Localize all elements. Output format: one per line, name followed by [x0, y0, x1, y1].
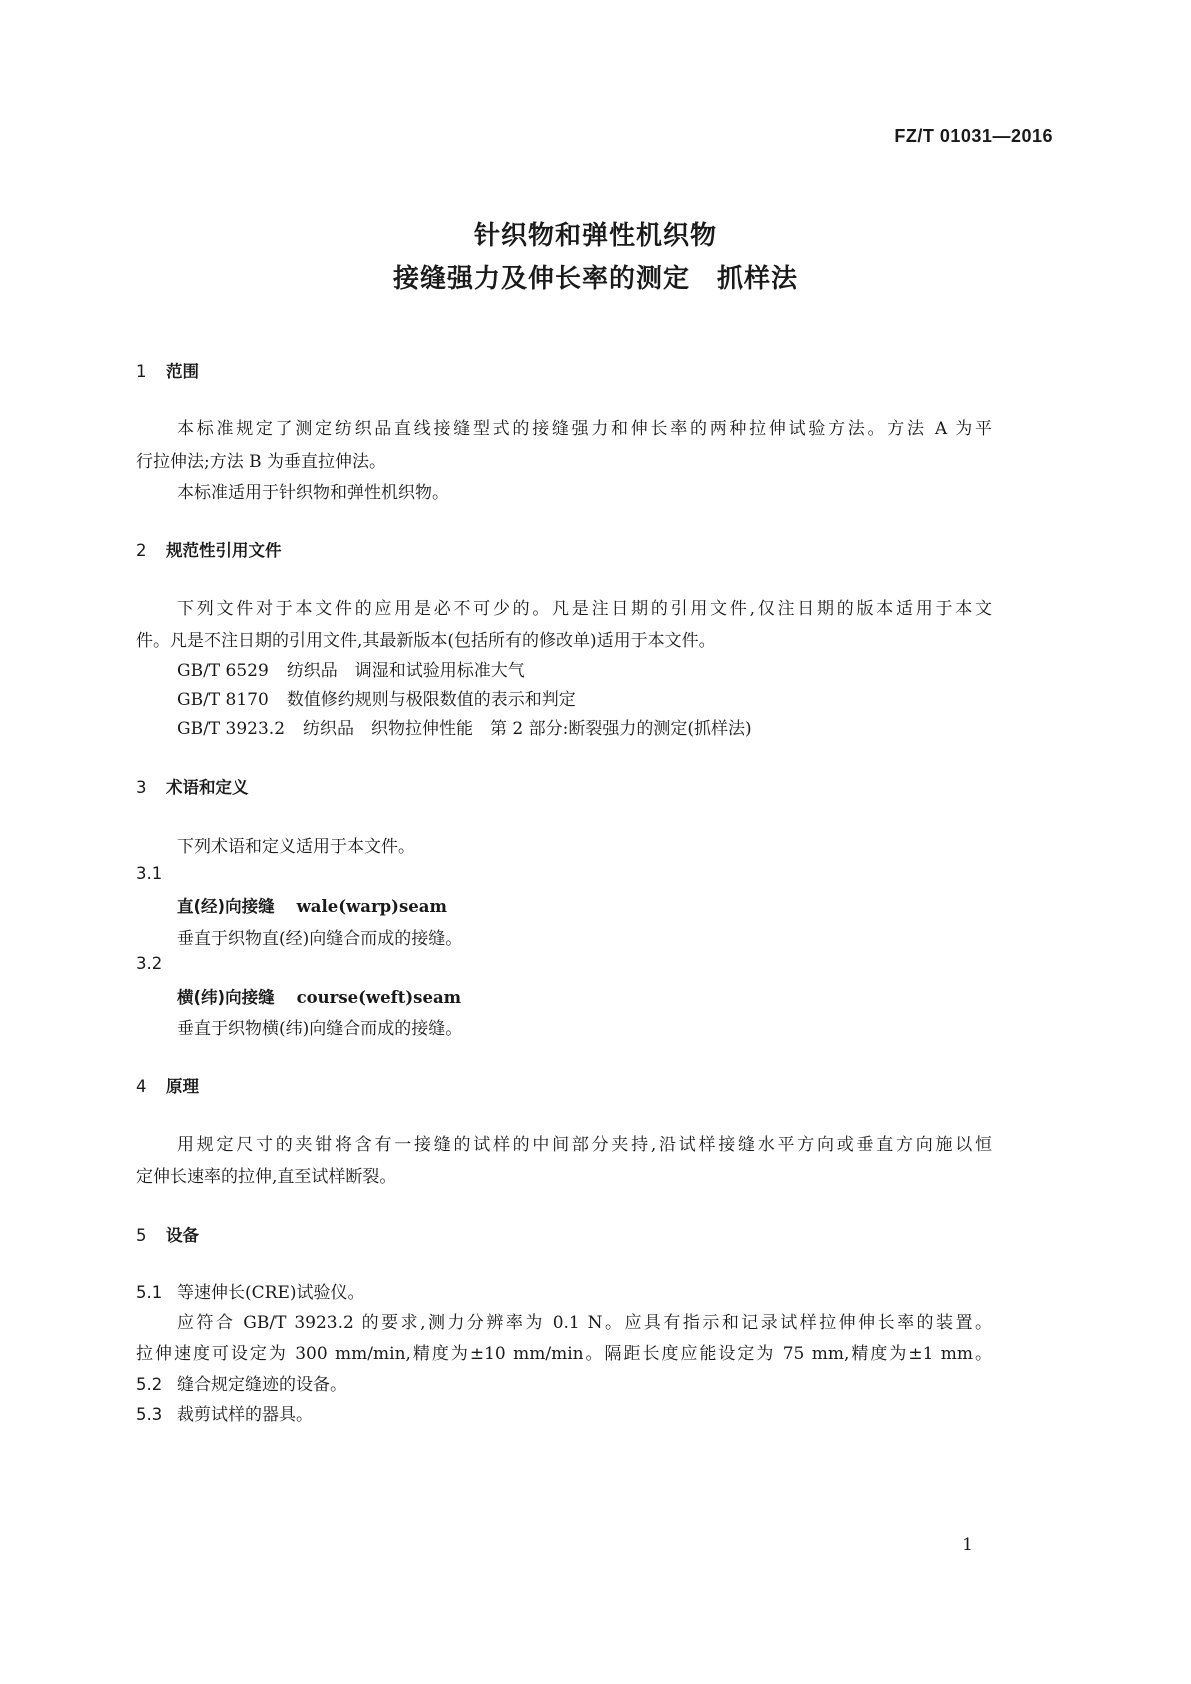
section-number: 4: [136, 1077, 147, 1096]
item-number: 5.2: [136, 1375, 163, 1394]
reference-code: GB/T 3923.2: [177, 719, 286, 739]
section-number: 3: [136, 778, 147, 797]
section-heading-terms: [136, 774, 249, 798]
paragraph: 本标准适用于针织物和弹性机织物。: [177, 483, 449, 503]
apparatus-item: [136, 1400, 313, 1425]
section-number: 2: [136, 541, 147, 560]
item-text: 等速伸长(CRE)试验仪。: [177, 1283, 365, 1303]
reference-item: [177, 685, 576, 710]
section-title: 范围: [166, 362, 199, 381]
document-title-line1: 针织物和弹性机织物: [473, 221, 717, 251]
paragraph-line: 定伸长速率的拉伸,直至试样断裂。: [136, 1167, 397, 1187]
term-definition: 垂直于织物直(经)向缝合而成的接缝。: [177, 929, 463, 949]
section-heading-normative-references: [136, 537, 282, 561]
apparatus-item: [136, 1370, 347, 1395]
item-number: 5.3: [136, 1405, 163, 1424]
page-number: 1: [962, 1535, 973, 1555]
reference-code: GB/T 8170: [177, 690, 269, 710]
term-entry: [177, 984, 461, 1008]
reference-code: GB/T 6529: [177, 661, 269, 681]
section-title: 术语和定义: [166, 778, 249, 797]
paragraph-line: 件。凡是不注日期的引用文件,其最新版本(包括所有的修改单)适用于本文件。: [136, 631, 716, 651]
paragraph-line: 拉伸速度可设定为 300 mm/min,精度为±10 mm/min。隔距长度应能设定为 75 mm,精度为±1 mm。: [136, 1344, 992, 1364]
paragraph: 下列术语和定义适用于本文件。: [177, 837, 415, 857]
paragraph-line: 应符合 GB/T 3923.2 的要求,测力分辨率为 0.1 N。应具有指示和记录试样拉伸伸长率的装置。: [177, 1313, 992, 1333]
document-title-line2: 接缝强力及伸长率的测定 抓样法: [392, 264, 798, 294]
apparatus-item: [136, 1278, 364, 1303]
item-text: 缝合规定缝迹的设备。: [177, 1375, 347, 1395]
section-number: 5: [136, 1226, 147, 1245]
item-number: 5.1: [136, 1283, 163, 1302]
term-chinese: 直(经)向接缝: [177, 897, 275, 916]
section-heading-scope: [136, 358, 199, 382]
section-heading-apparatus: [136, 1222, 199, 1246]
term-definition: 垂直于织物横(纬)向缝合而成的接缝。: [177, 1019, 463, 1039]
reference-title: 数值修约规则与极限数值的表示和判定: [286, 690, 576, 710]
section-title: 规范性引用文件: [166, 541, 282, 560]
reference-item: [177, 714, 752, 739]
term-number: 3.2: [136, 954, 163, 973]
paragraph-line: 用规定尺寸的夹钳将含有一接缝的试样的中间部分夹持,沿试样接缝水平方向或垂直方向施以恒: [177, 1135, 992, 1155]
reference-item: [177, 656, 525, 681]
standard-number: FZ/T 01031—2016: [894, 126, 1053, 146]
section-heading-principle: [136, 1073, 199, 1097]
term-english: course(weft)seam: [296, 988, 462, 1007]
item-text: 裁剪试样的器具。: [177, 1405, 313, 1425]
term-english: wale(warp)seam: [296, 897, 447, 916]
term-entry: [177, 893, 447, 917]
paragraph-line: 下列文件对于本文件的应用是必不可少的。凡是注日期的引用文件,仅注日期的版本适用于本文: [177, 599, 992, 619]
reference-title: 纺织品 织物拉伸性能 第 2 部分:断裂强力的测定(抓样法): [303, 719, 752, 739]
paragraph-line: 行拉伸法;方法 B 为垂直拉伸法。: [136, 452, 387, 472]
section-title: 设备: [166, 1226, 199, 1245]
paragraph-line: 本标准规定了测定纺织品直线接缝型式的接缝强力和伸长率的两种拉伸试验方法。方法 A 为平: [177, 419, 992, 439]
reference-title: 纺织品 调湿和试验用标准大气: [286, 661, 525, 681]
term-number: 3.1: [136, 864, 163, 883]
section-title: 原理: [166, 1077, 199, 1096]
term-chinese: 横(纬)向接缝: [177, 988, 275, 1007]
section-number: 1: [136, 362, 147, 381]
